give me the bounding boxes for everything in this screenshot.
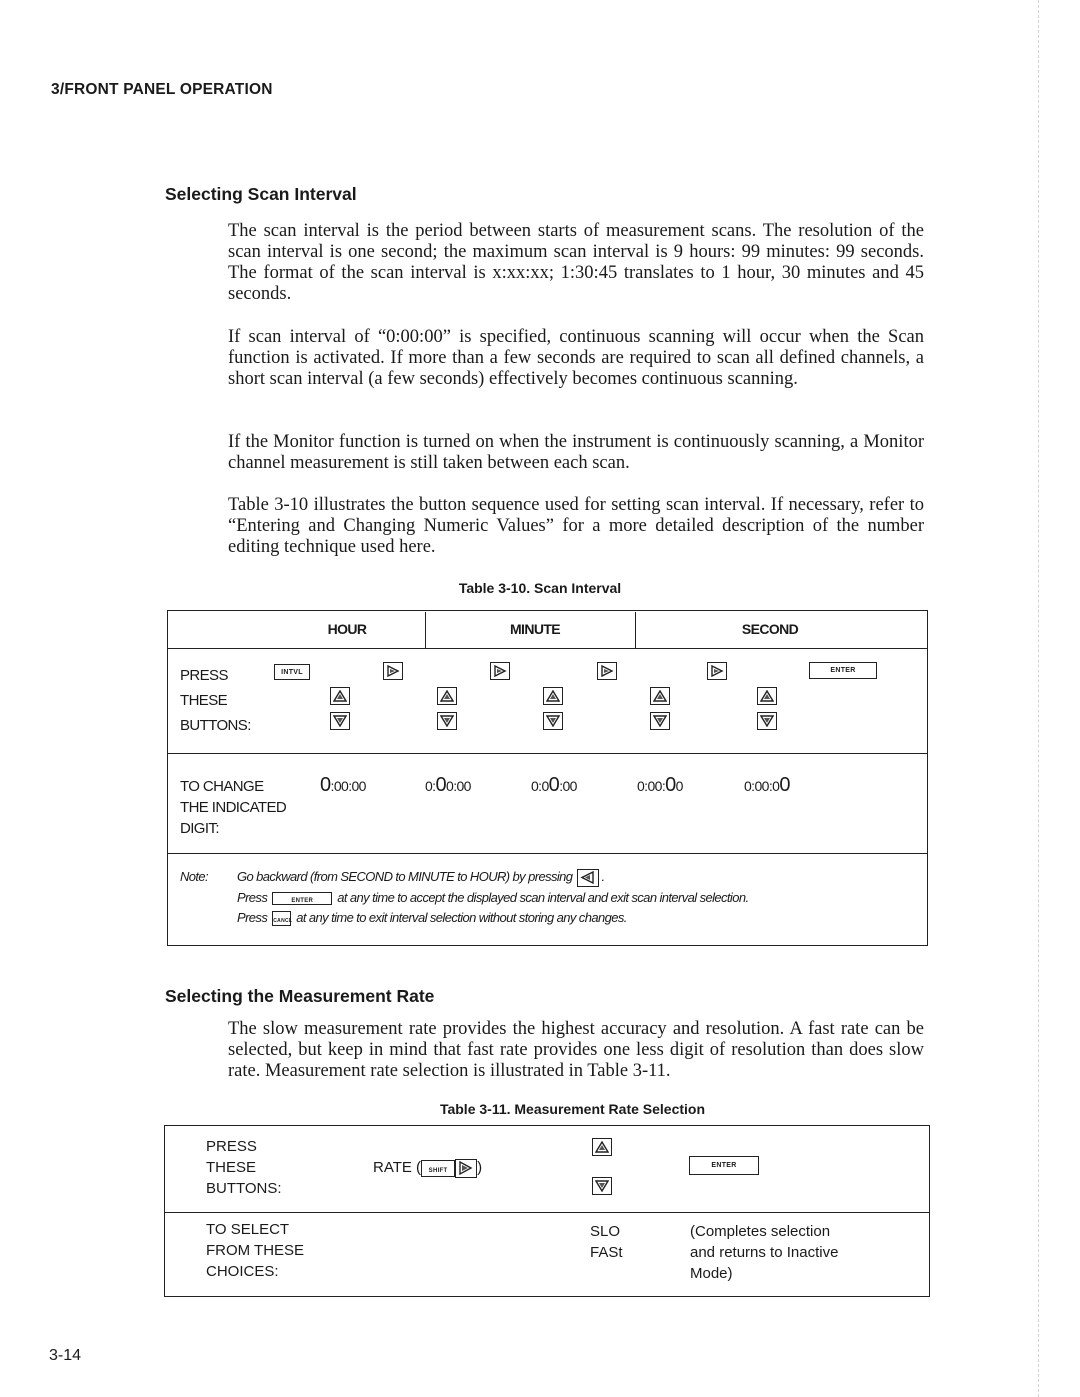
column-header-second: SECOND bbox=[741, 621, 799, 637]
press-label: PRESS THESE BUTTONS: bbox=[206, 1138, 282, 1197]
paragraph-3: If the Monitor function is turned on when the instrument is continuously scanning, a Monitor channel measurement is still taken between each scan. bbox=[228, 432, 924, 473]
enter-key[interactable]: ENTER bbox=[689, 1156, 759, 1175]
table-rule bbox=[167, 753, 928, 754]
paragraph-4: Table 3-10 illustrates the button sequence used for setting scan interval. If necessary, refer to “Entering and Changing Numeric Values” for a more detailed description of the number editing technique used here. bbox=[228, 495, 924, 557]
right-arrow-key-icon[interactable] bbox=[455, 1159, 477, 1178]
digit-display-second-tens: 0:00:00 bbox=[637, 774, 683, 796]
down-arrow-key-icon[interactable] bbox=[543, 712, 563, 730]
intvl-key[interactable]: INTVL bbox=[274, 664, 310, 680]
paragraph-2: If scan interval of “0:00:00” is specified, continuous scanning will occur when the Scan function is activated. If more than a few seconds are required to scan all defined channels, a short scan interval (a few seconds) effectively becomes continuous scanning. bbox=[228, 327, 924, 389]
table-3-11-caption: Table 3-11. Measurement Rate Selection bbox=[439, 1101, 706, 1117]
digit-display-minute-tens: 0:00:00 bbox=[425, 774, 471, 796]
up-arrow-key-icon[interactable] bbox=[592, 1138, 612, 1156]
running-head: 3/FRONT PANEL OPERATION bbox=[51, 81, 273, 98]
down-arrow-key-icon[interactable] bbox=[592, 1177, 612, 1195]
left-arrow-key-icon[interactable] bbox=[577, 869, 599, 887]
enter-key[interactable]: ENTER bbox=[272, 892, 332, 905]
right-arrow-key-icon[interactable] bbox=[490, 662, 510, 680]
to-change-label: TO CHANGE THE INDICATED DIGIT: bbox=[180, 778, 287, 837]
scan-edge-line bbox=[1038, 0, 1039, 1397]
right-arrow-key-icon[interactable] bbox=[383, 662, 403, 680]
to-select-label: TO SELECT FROM THESE CHOICES: bbox=[206, 1221, 305, 1280]
page-number: 3-14 bbox=[49, 1347, 82, 1364]
digit-display-minute-ones: 0:00:00 bbox=[531, 774, 577, 796]
down-arrow-key-icon[interactable] bbox=[330, 712, 350, 730]
up-arrow-key-icon[interactable] bbox=[757, 687, 777, 705]
cancel-key[interactable]: CANCL bbox=[272, 911, 291, 926]
section-title-measurement-rate: Selecting the Measurement Rate bbox=[165, 986, 435, 1006]
note-line-2: Press ENTER at any time to accept the displayed scan interval and exit scan interval selection. bbox=[237, 890, 749, 905]
table-rule bbox=[167, 853, 928, 854]
note-label: Note: bbox=[180, 869, 209, 884]
enter-key[interactable]: ENTER bbox=[809, 662, 877, 679]
up-arrow-key-icon[interactable] bbox=[650, 687, 670, 705]
rate-label: RATE ( SHIFT ) bbox=[373, 1159, 483, 1176]
down-arrow-key-icon[interactable] bbox=[757, 712, 777, 730]
choice-slo: SLO bbox=[590, 1223, 621, 1240]
shift-key[interactable]: SHIFT bbox=[421, 1160, 455, 1177]
column-header-minute: MINUTE bbox=[509, 621, 561, 637]
press-label: PRESS THESE BUTTONS: bbox=[180, 667, 251, 734]
table-rule bbox=[167, 648, 928, 649]
completion-note: (Completes selection and returns to Inactive Mode) bbox=[690, 1223, 839, 1282]
paragraph-5: The slow measurement rate provides the highest accuracy and resolution. A fast rate can be selected, but keep in mind that fast rate provides one less digit of resolution than does slow rate. Measurement rate selection is illustrated in Table 3-11. bbox=[228, 1019, 924, 1081]
digit-display-second-ones: 0:00:00 bbox=[744, 774, 790, 796]
note-line-3: Press CANCL at any time to exit interval selection without storing any changes. bbox=[237, 910, 627, 925]
table-rule bbox=[164, 1212, 930, 1213]
right-arrow-key-icon[interactable] bbox=[707, 662, 727, 680]
section-title-scan-interval: Selecting Scan Interval bbox=[165, 184, 357, 204]
right-arrow-key-icon[interactable] bbox=[597, 662, 617, 680]
note-line-1: Go backward (from SECOND to MINUTE to HOUR) by pressing . bbox=[237, 867, 604, 888]
table-3-10-caption: Table 3-10. Scan Interval bbox=[458, 580, 622, 596]
down-arrow-key-icon[interactable] bbox=[650, 712, 670, 730]
column-divider bbox=[635, 612, 636, 649]
down-arrow-key-icon[interactable] bbox=[437, 712, 457, 730]
digit-display-hour: 0:00:00 bbox=[320, 774, 366, 796]
column-header-hour: HOUR bbox=[327, 621, 367, 637]
rate-choices bbox=[590, 1221, 623, 1263]
paragraph-1: The scan interval is the period between starts of measurement scans. The resolution of the scan interval is one second; the maximum scan interval is 9 hours: 99 minutes: 99 seconds. The format of the scan interval is x:xx:xx; 1:30:45 translates to 1 hour, 30 minutes and 45 seconds. bbox=[228, 221, 924, 304]
choice-fast: FASt bbox=[590, 1244, 623, 1261]
up-arrow-key-icon[interactable] bbox=[437, 687, 457, 705]
up-arrow-key-icon[interactable] bbox=[330, 687, 350, 705]
column-divider bbox=[425, 612, 426, 649]
up-arrow-key-icon[interactable] bbox=[543, 687, 563, 705]
